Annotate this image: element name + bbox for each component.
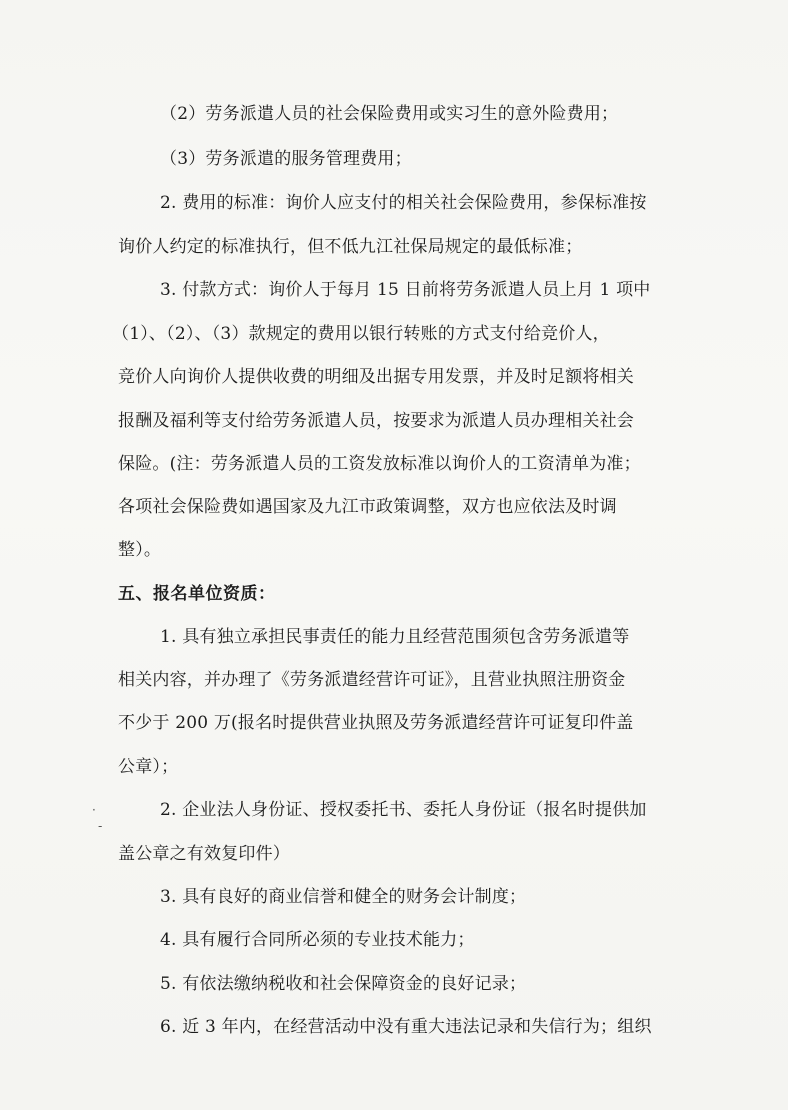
text-line: 4. 具有履行合同所必须的专业技术能力； [160,930,475,950]
text-line: 相关内容，并办理了《劳务派遣经营许可证》，且营业执照注册资金 [118,670,626,690]
text-line: 5. 有依法缴纳税收和社会保障资金的良好记录； [160,974,527,994]
text-line: 竞价人向询价人提供收费的明细及出据专用发票，并及时足额将相关 [118,367,634,387]
text-line: 1. 具有独立承担民事责任的能力且经营范围须包含劳务派遣等 [160,627,630,647]
text-line: 询价人约定的标准执行，但不低九江社保局规定的最低标准； [118,237,583,257]
scan-speck: · [92,803,96,817]
text-line: 报酬及福利等支付给劳务派遣人员，按要求为派遣人员办理相关社会 [118,411,634,431]
scan-speck: - [98,819,103,833]
text-line: 不少于 200 万(报名时提供营业执照及劳务派遣经营许可证复印件盖 [118,713,634,733]
text-line: （3）劳务派遣的服务管理费用； [160,149,412,169]
text-line: 各项社会保险费如遇国家及九江市政策调整，双方也应依法及时调 [118,497,617,517]
text-line: 公章）； [118,757,179,777]
text-line: 盖公章之有效复印件） [118,844,290,864]
text-line: 3. 付款方式：询价人于每月 15 日前将劳务派遣人员上月 1 项中 [160,280,651,300]
text-line: 2. 企业法人身份证、授权委托书、委托人身份证（报名时提供加 [160,800,647,820]
text-line: 整）。 [118,540,162,560]
text-line: （1）、（2）、（3）款规定的费用以银行转账的方式支付给竞价人， [112,324,610,344]
section-heading: 五、报名单位资质： [118,584,276,604]
text-line: 2. 费用的标准：询价人应支付的相关社会保险费用，参保标准按 [160,193,647,213]
text-line: 3. 具有良好的商业信誉和健全的财务会计制度； [160,887,527,907]
text-line: （2）劳务派遣人员的社会保险费用或实习生的意外险费用； [160,104,619,124]
text-line: 6. 近 3 年内，在经营活动中没有重大违法记录和失信行为；组织 [160,1017,652,1037]
text-line: 保险。(注：劳务派遣人员的工资发放标准以询价人的工资清单为准； [118,454,641,474]
